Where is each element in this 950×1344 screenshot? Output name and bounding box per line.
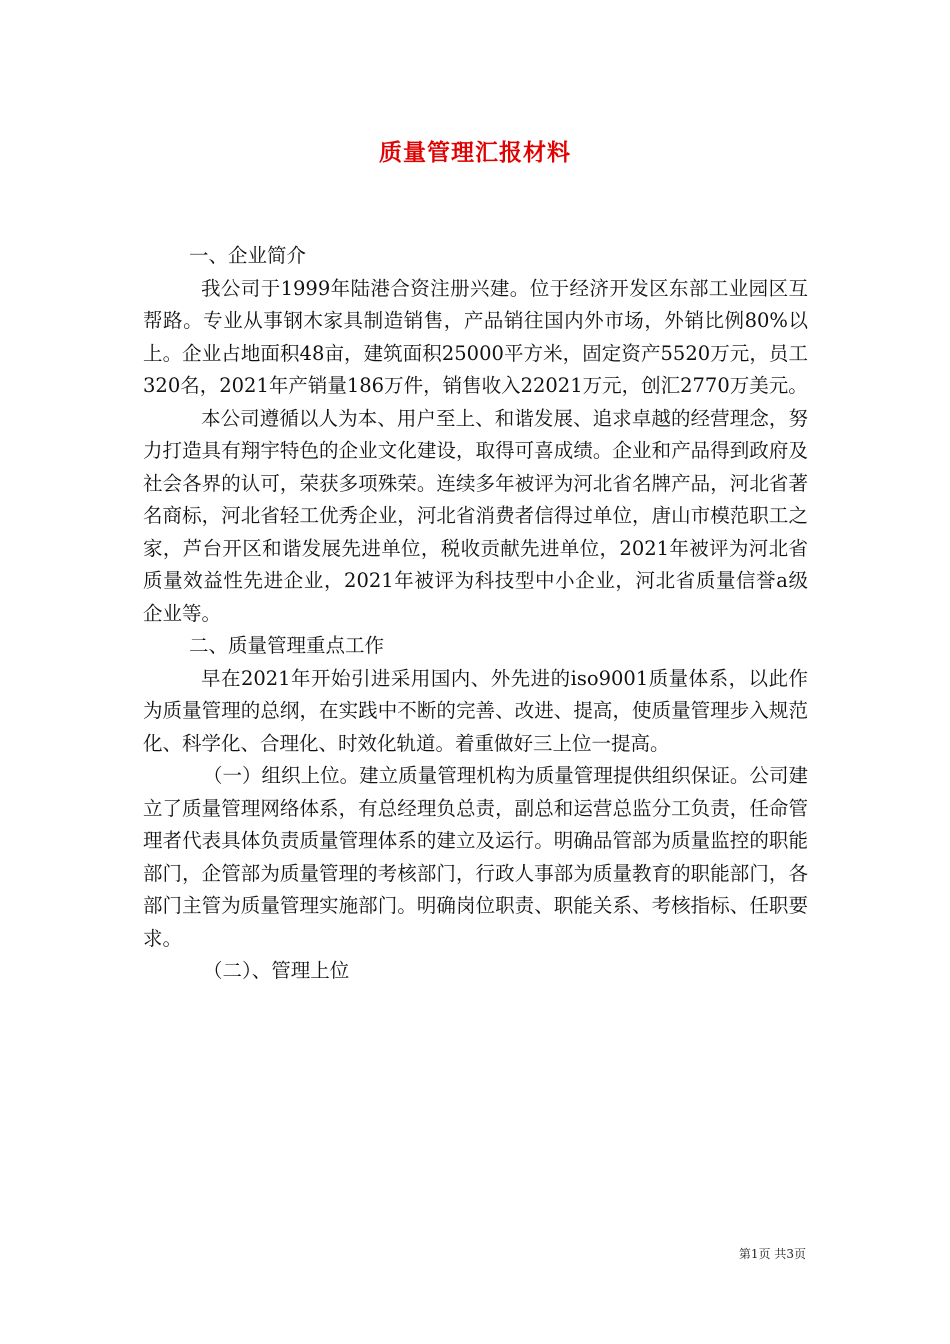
paragraph-iso9001: 早在2021年开始引进采用国内、外先进的iso9001质量体系，以此作为质量管理的总纲，在实践中不断的完善、改进、提高，使质量管理步入规范化、科学化、合理化、时效化轨道。着重做好三上位一提高。 xyxy=(143,666,808,755)
paragraph-management: （二）、管理上位 xyxy=(203,959,350,982)
page-number-footer: 第1页 共3页 xyxy=(738,1247,806,1261)
paragraph-organization: （一）组织上位。建立质量管理机构为质量管理提供组织保证。公司建立了质量管理网络体系，有总经理负总责，副总和运营总监分工负责，任命管理者代表具体负责质量管理体系的建立及运行。明确品管部为质量监控的职能部门，企管部为质量管理的考核部门，行政人事部为质量教育的职能部门，各部门主管为质量管理实施部门。明确岗位职责、职能关系、考核指标、任职要求。 xyxy=(143,764,808,950)
document-body xyxy=(143,240,808,988)
section-heading-intro: 一、企业简介 xyxy=(189,244,307,267)
paragraph-company-honors: 本公司遵循以人为本、用户至上、和谐发展、追求卓越的经营理念，努力打造具有翔宇特色的企业文化建设，取得可喜成绩。企业和产品得到政府及社会各界的认可，荣获多项殊荣。连续多年被评为河北省名牌产品，河北省著名商标，河北省轻工优秀企业，河北省消费者信得过单位，唐山市模范职工之家，芦台开区和谐发展先进单位，税收贡献先进单位，2021年被评为河北省质量效益性先进企业，2021年被评为科技型中小企业，河北省质量信誉a级企业等。 xyxy=(143,406,808,625)
paragraph-company-overview: 我公司于1999年陆港合资注册兴建。位于经济开发区东部工业园区互帮路。专业从事钢木家具制造销售，产品销往国内外市场，外销比例80%以上。企业占地面积48亩，建筑面积25000平方米，固定资产5520万元，员工320名，2021年产销量186万件，销售收入22021万元，创汇2770万美元。 xyxy=(143,276,808,397)
section-heading-quality-work: 二、质量管理重点工作 xyxy=(189,634,385,657)
document-title: 质量管理汇报材料 xyxy=(379,139,571,166)
